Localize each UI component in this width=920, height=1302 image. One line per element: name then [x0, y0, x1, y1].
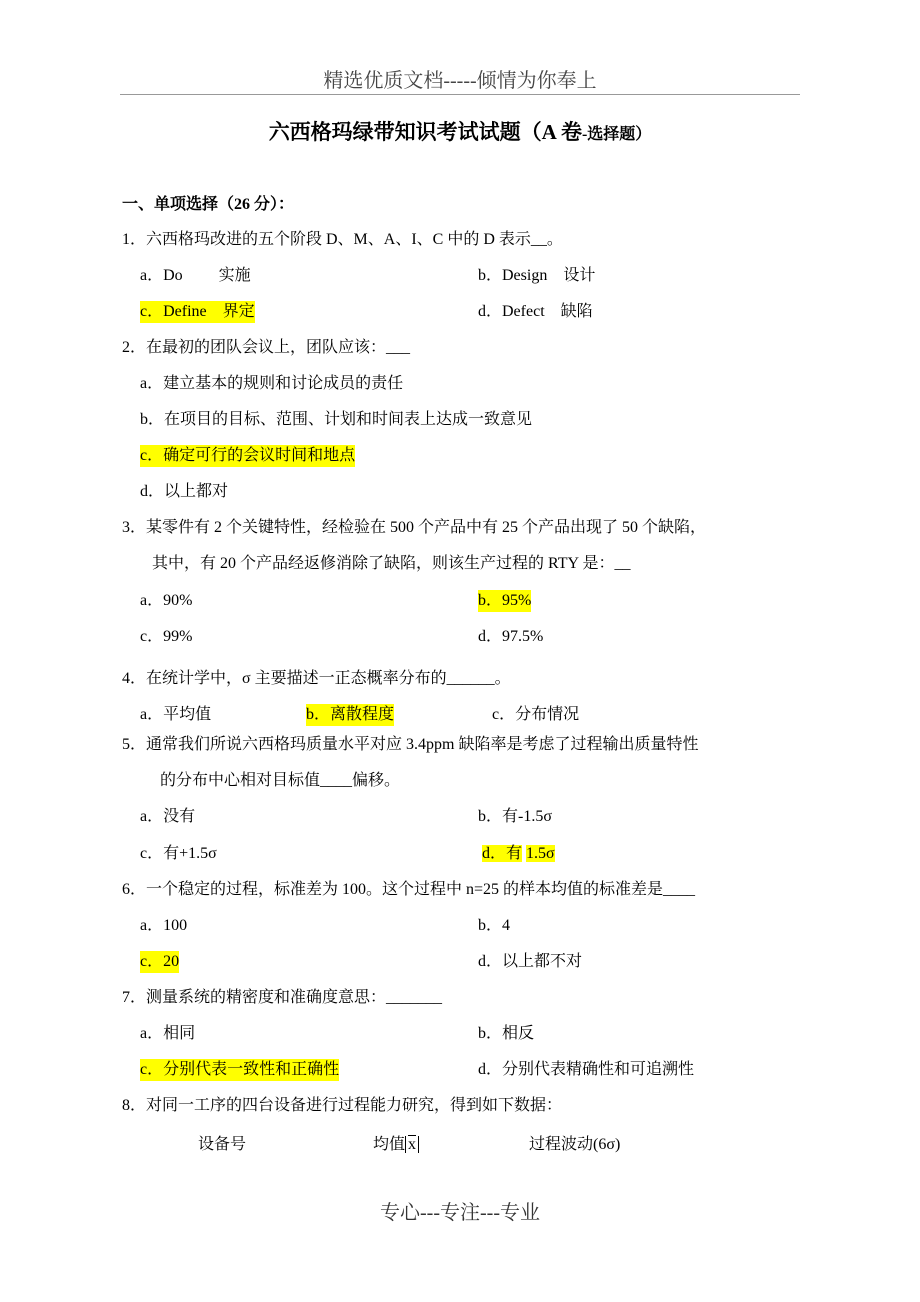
q2-option-d: d．以上都对	[140, 483, 229, 500]
header-rule	[120, 94, 800, 95]
mean-label: 均值	[373, 1136, 406, 1153]
q3-option-c: c．99%	[140, 628, 193, 645]
q2-option-b: b．在项目的目标、范围、计划和时间表上达成一致意见	[140, 411, 533, 428]
q5-option-b: b．有-1.5σ	[478, 808, 552, 825]
table-header-device: 设备号	[198, 1136, 247, 1153]
q6-option-b: b．4	[478, 917, 511, 934]
x-bar-symbol: $\overline{x}$	[405, 1136, 419, 1153]
q7-option-b: b．相反	[478, 1025, 535, 1042]
q1-option-c-answer: c．Define 界定	[140, 301, 255, 323]
question-1-stem: 1．六西格玛改进的五个阶段 D、M、A、I、C 中的 D 表示__。	[122, 231, 563, 248]
q4-option-c: c．分布情况	[492, 706, 580, 723]
title-suffix: -选择题）	[581, 126, 652, 143]
q7-option-a: a．相同	[140, 1025, 196, 1042]
page-footer: 专心---专注---专业	[380, 1202, 540, 1224]
question-5-stem-cont: 的分布中心相对目标值____偏移。	[160, 772, 401, 789]
document-title	[0, 116, 920, 146]
question-8-stem: 8．对同一工序的四台设备进行过程能力研究，得到如下数据：	[122, 1097, 563, 1114]
q3-option-b-answer: b．95%	[478, 590, 531, 612]
q7-option-d: d．分别代表精确性和可追溯性	[478, 1061, 695, 1078]
q5-option-c: c．有+1.5σ	[140, 845, 217, 862]
question-2-stem: 2．在最初的团队会议上，团队应该：___	[122, 339, 411, 356]
page-header: 精选优质文档-----倾情为你奉上	[323, 70, 597, 92]
question-4-stem: 4．在统计学中，σ 主要描述一正态概率分布的______。	[122, 670, 511, 687]
question-7-stem: 7．测量系统的精密度和准确度意思：_______	[122, 989, 443, 1006]
question-3-stem-cont: 其中，有 20 个产品经返修消除了缺陷，则该生产过程的 RTY 是：__	[152, 555, 631, 572]
table-header-variation: 过程波动(6σ)	[529, 1136, 621, 1153]
q3-option-d: d．97.5%	[478, 628, 544, 645]
q5-option-a: a．没有	[140, 808, 196, 825]
question-3-stem: 3．某零件有 2 个关键特性，经检验在 500 个产品中有 25 个产品出现了 50 个缺陷，	[122, 519, 707, 536]
table-header-mean	[373, 1134, 419, 1156]
section-heading: 一、单项选择（26 分）：	[122, 196, 295, 213]
q5-option-d-label: d．有	[482, 845, 523, 862]
q1-option-d: d．Defect 缺陷	[478, 303, 593, 320]
q1-option-a: a．Do 实施	[140, 267, 251, 284]
q2-option-a: a．建立基本的规则和讨论成员的责任	[140, 375, 404, 392]
q5-option-d-value: 1.5σ	[526, 845, 555, 862]
q1-option-b: b．Design 设计	[478, 267, 596, 284]
title-main: 六西格玛绿带知识考试试题（A 卷	[268, 120, 582, 144]
q5-option-d-answer	[482, 843, 555, 865]
q6-option-a: a．100	[140, 917, 188, 934]
q4-option-a: a．平均值	[140, 706, 212, 723]
q6-option-c-answer: c．20	[140, 951, 179, 973]
q3-option-a: a．90%	[140, 592, 193, 609]
q2-option-c-answer: c．确定可行的会议时间和地点	[140, 445, 355, 467]
q6-option-d: d．以上都不对	[478, 953, 583, 970]
q4-option-b-answer: b．离散程度	[306, 704, 394, 726]
question-5-stem: 5．通常我们所说六西格玛质量水平对应 3.4ppm 缺陷率是考虑了过程输出质量特性	[122, 736, 699, 753]
q7-option-c-answer: c．分别代表一致性和正确性	[140, 1059, 339, 1081]
question-6-stem: 6．一个稳定的过程，标准差为 100。这个过程中 n=25 的样本均值的标准差是____	[122, 881, 696, 898]
